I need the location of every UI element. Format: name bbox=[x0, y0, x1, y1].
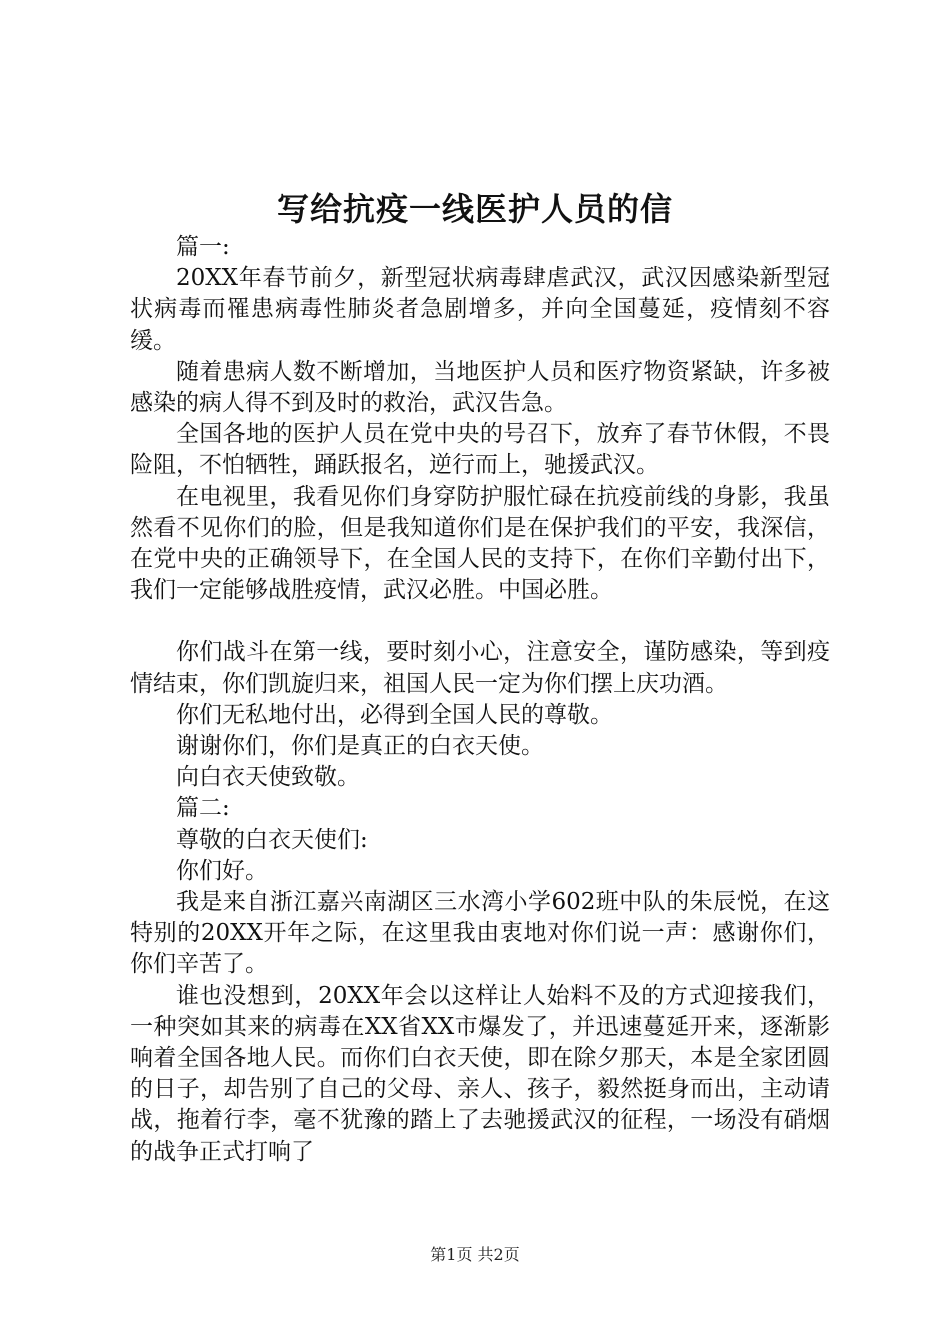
section-heading-2: 篇二: bbox=[176, 795, 230, 822]
page-number-footer: 第1页 共2页 bbox=[430, 1245, 520, 1264]
paragraph: 谁也没想到，20XX年会以这样让人始料不及的方式迎接我们，一种突如其来的病毒在XX省XX市爆发了，并迅速蔓延开来，逐渐影响着全国各地人民。而你们白衣天使，即在除夕那天，本是全家团圆的日子，却告别了自己的父母、亲人、孩子，毅然挺身而出，主动请战，拖着行李，毫不犹豫的踏上了去驰援武汉的征程，一场没有硝烟的战争正式打响了 bbox=[130, 982, 830, 1165]
paragraph: 你们战斗在第一线，要时刻小心，注意安全，谨防感染，等到疫情结束，你们凯旋归来，祖国人民一定为你们摆上庆功酒。 bbox=[130, 639, 830, 697]
paragraph-gap bbox=[130, 606, 830, 637]
document-title: 写给抗疫一线医护人员的信 bbox=[276, 190, 673, 228]
paragraph: 在电视里，我看见你们身穿防护服忙碌在抗疫前线的身影，我虽然看不见你们的脸，但是我知道你们是在保护我们的平安，我深信，在党中央的正确领导下，在全国人民的支持下，在你们辛勤付出下，我们一定能够战胜疫情，武汉必胜。中国必胜。 bbox=[130, 483, 830, 604]
salutation: 尊敬的白衣天使们: bbox=[176, 826, 368, 853]
section-heading-1: 篇一: bbox=[176, 234, 230, 260]
paragraph: 20XX年春节前夕，新型冠状病毒肆虐武汉，武汉因感染新型冠状病毒而罹患病毒性肺炎者急剧增多，并向全国蔓延，疫情刻不容缓。 bbox=[130, 265, 830, 354]
paragraph: 我是来自浙江嘉兴南湖区三水湾小学602班中队的朱辰悦，在这特别的20XX开年之际，在这里我由衷地对你们说一声：感谢你们，你们辛苦了。 bbox=[130, 889, 830, 978]
greeting: 你们好。 bbox=[176, 857, 268, 884]
paragraph: 随着患病人数不断增加，当地医护人员和医疗物资紧缺，许多被感染的病人得不到及时的救治，武汉告急。 bbox=[130, 358, 830, 417]
paragraph: 你们无私地付出，必得到全国人民的尊敬。 bbox=[176, 701, 613, 728]
document-body bbox=[130, 232, 830, 1168]
paragraph: 谢谢你们，你们是真正的白衣天使。 bbox=[176, 733, 544, 760]
paragraph: 全国各地的医护人员在党中央的号召下，放弃了春节休假，不畏险阻，不怕牺牲，踊跃报名，逆行而上，驰援武汉。 bbox=[130, 421, 830, 479]
paragraph: 向白衣天使致敬。 bbox=[176, 764, 360, 791]
